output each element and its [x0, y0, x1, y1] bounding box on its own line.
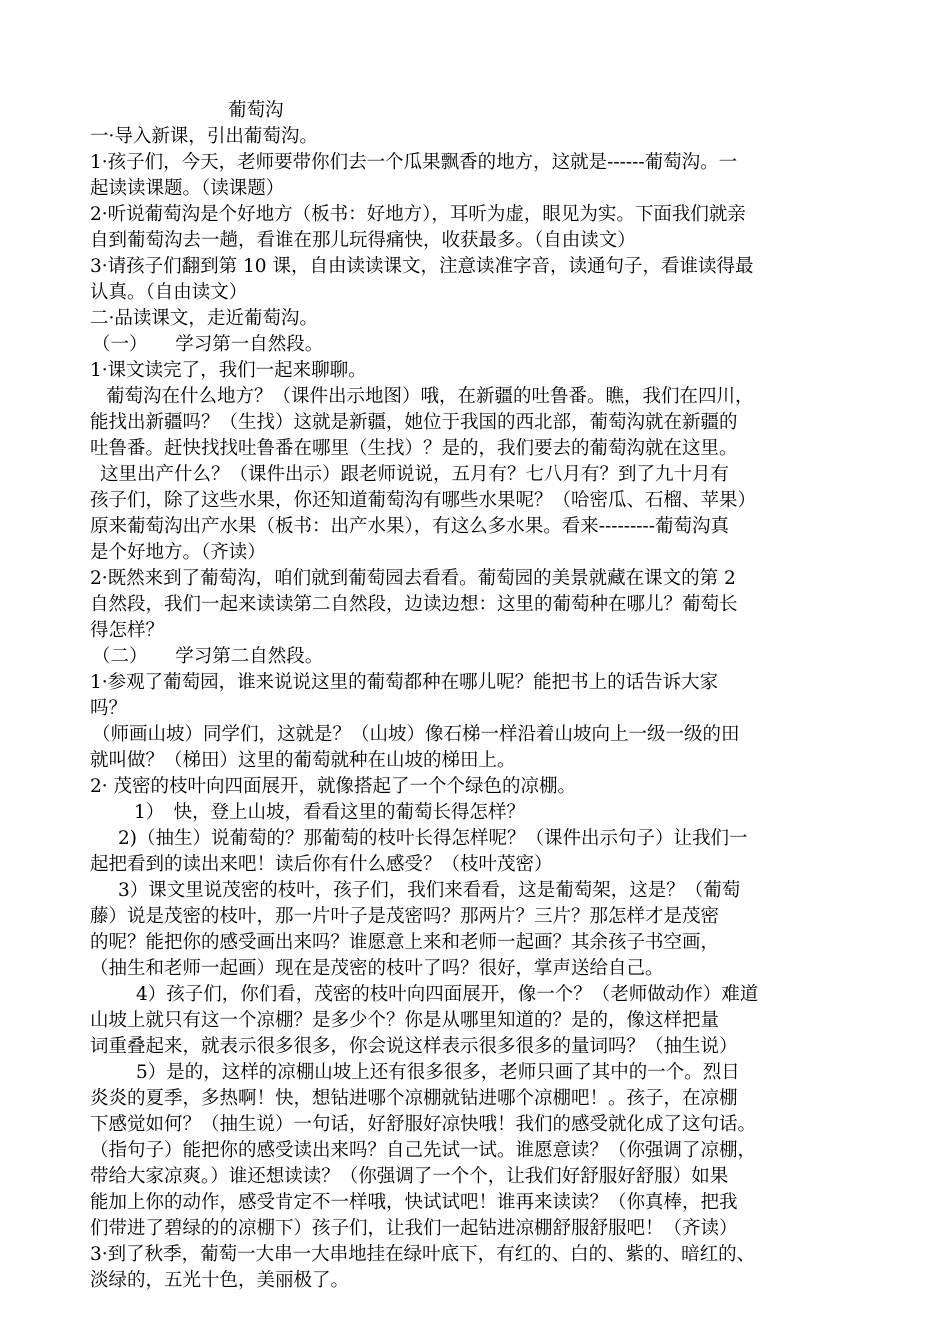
text-line: 3·请孩子们翻到第 10 课，自由读读课文，注意读准字音，读通句子，看谁读得最	[90, 256, 754, 277]
text-line: 一·导入新课，引出葡萄沟。	[90, 126, 318, 147]
text-line: 是个好地方。（齐读）	[90, 542, 266, 563]
text-line: 藤）说是茂密的枝叶，那一片叶子是茂密吗？那两片？三片？那怎样才是茂密	[90, 906, 720, 927]
text-line: 认真。（自由读文）	[90, 282, 248, 303]
text-line: 2)（抽生）说葡萄的？那葡萄的枝叶长得怎样呢？（课件出示句子）让我们一	[118, 828, 748, 849]
text-line: 下感觉如何？（抽生说）一句话，好舒服好凉快哦！我们的感受就化成了这句话。	[90, 1114, 757, 1135]
text-line: （抽生和老师一起画）现在是茂密的枝叶了吗？很好，掌声送给自己。	[90, 958, 664, 979]
text-line: （二） 学习第二自然段。	[92, 646, 324, 667]
text-line: 2·既然来到了葡萄沟，咱们就到葡萄园去看看。葡萄园的美景就藏在课文的第 2	[90, 568, 736, 589]
text-line: 得怎样？	[90, 620, 165, 641]
text-line: 就叫做？（梯田）这里的葡萄就种在山坡的梯田上。	[90, 750, 516, 771]
text-line: 起读读课题。（读课题）	[90, 178, 285, 199]
text-line: 吐鲁番。赶快找找吐鲁番在哪里（生找）？是的，我们要去的葡萄沟就在这里。	[90, 438, 738, 459]
text-line: （一） 学习第一自然段。	[92, 334, 324, 355]
text-line: 自然段，我们一起来读读第二自然段，边读边想：这里的葡萄种在哪儿？葡萄长	[90, 594, 738, 615]
document-body	[90, 98, 860, 1294]
text-line: 带给大家凉爽。）谁还想读读？（你强调了一个个，让我们好舒服好舒服）如果	[90, 1166, 729, 1187]
text-line: （指句子）能把你的感受读出来吗？自己先试一试。谁愿意读？（你强调了凉棚，	[90, 1140, 757, 1161]
text-line: 炎炎的夏季，多热啊！快，想钻进哪个凉棚就钻进哪个凉棚吧！。孩子，在凉棚	[90, 1088, 738, 1109]
text-line: 原来葡萄沟出产水果（板书：出产水果），有这么多水果。看来---------葡萄沟真	[90, 516, 730, 537]
text-line: 2· 茂密的枝叶向四面展开，就像搭起了一个个绿色的凉棚。	[90, 776, 577, 797]
text-line: 能加上你的动作，感受肯定不一样哦，快试试吧！谁再来读读？（你真棒，把我	[90, 1192, 738, 1213]
text-line: 5）是的，这样的凉棚山坡上还有很多很多，老师只画了其中的一个。烈日	[136, 1062, 740, 1083]
text-line: （师画山坡）同学们，这就是？（山坡）像石梯一样沿着山坡向上一级一级的田	[92, 724, 740, 745]
text-line: 吗？	[90, 698, 128, 719]
text-line: 3·到了秋季，葡萄一大串一大串地挂在绿叶底下，有红的、白的、紫的、暗红的、	[90, 1244, 756, 1265]
text-line: 淡绿的，五光十色，美丽极了。	[90, 1270, 350, 1291]
text-line: 起把看到的读出来吧！读后你有什么感受？（枝叶茂密）	[90, 854, 553, 875]
text-line: 能找出新疆吗？（生找）这就是新疆，她位于我国的西北部，葡萄沟就在新疆的	[90, 412, 738, 433]
text-line: 自到葡萄沟去一趟，看谁在那儿玩得痛快，收获最多。（自由读文）	[90, 230, 636, 251]
text-line: 1·课文读完了，我们一起来聊聊。	[90, 360, 367, 381]
text-line: 这里出产什么？（课件出示）跟老师说说，五月有？七八月有？到了九十月有	[100, 464, 730, 485]
text-line: 词重叠起来，就表示很多很多，你会说这样表示很多很多的量词吗？（抽生说）	[90, 1036, 738, 1057]
text-line: 4）孩子们，你们看，茂密的枝叶向四面展开，像一个？（老师做动作）难道	[136, 984, 759, 1005]
text-line: 孩子们，除了这些水果，你还知道葡萄沟有哪些水果呢？（哈密瓜、石榴、苹果）	[90, 490, 757, 511]
text-line: 的呢？能把你的感受画出来吗？谁愿意上来和老师一起画？其余孩子书空画，	[90, 932, 720, 953]
text-line: 1·参观了葡萄园，谁来说说这里的葡萄都种在哪儿呢？能把书上的话告诉大家	[90, 672, 719, 693]
text-line: 3）课文里说茂密的枝叶，孩子们，我们来看看，这是葡萄架，这是？（葡萄	[118, 880, 741, 901]
document-title: 葡萄沟	[228, 100, 284, 121]
text-line: 们带进了碧绿的的凉棚下）孩子们，让我们一起钻进凉棚舒服舒服吧！（齐读）	[90, 1218, 738, 1239]
text-line: 2·听说葡萄沟是个好地方（板书：好地方），耳听为虚，眼见为实。下面我们就亲	[90, 204, 746, 225]
text-line: 山坡上就只有这一个凉棚？是多少个？你是从哪里知道的？是的，像这样把量	[90, 1010, 720, 1031]
text-line: 葡萄沟在什么地方？（课件出示地图）哦，在新疆的吐鲁番。瞧，我们在四川，	[106, 386, 754, 407]
text-line: 1） 快，登上山坡，看看这里的葡萄长得怎样？	[134, 802, 526, 823]
text-line: 1·孩子们，今天，老师要带你们去一个瓜果飘香的地方，这就是------葡萄沟。一	[90, 152, 738, 173]
text-line: 二·品读课文，走近葡萄沟。	[90, 308, 318, 329]
